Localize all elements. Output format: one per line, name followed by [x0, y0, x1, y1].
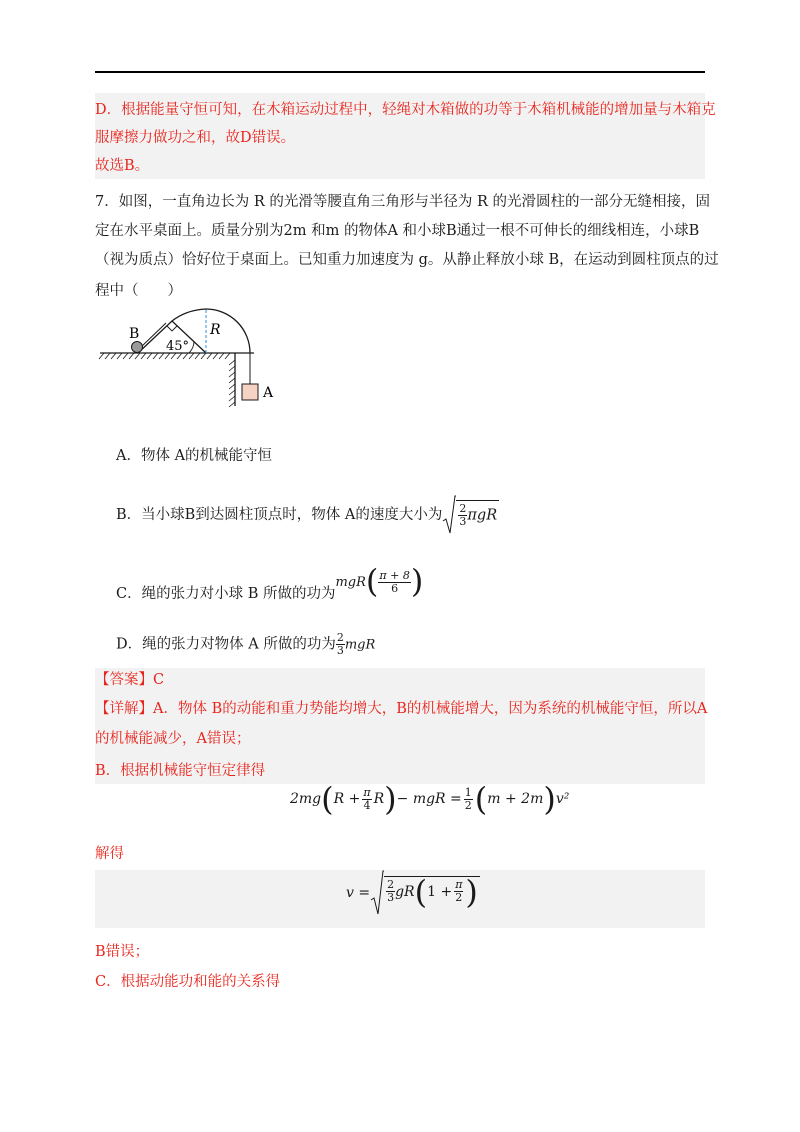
equation-energy: 2mg(R + $\frac{\pi}{4}$ R)− mgR = $\frac{1}{2}$ (m + 2m)v² [290, 780, 570, 818]
label-r: R [210, 322, 221, 338]
question-line-1: 7．如图，一直角边长为 R 的光滑等腰直角三角形与半径为 R 的光滑圆柱的一部分无缝相接，固 [95, 194, 710, 210]
label-angle: 45° [166, 339, 190, 354]
detail-line-2: 的机械能减少，A错误； [95, 731, 251, 747]
question-line-2: 定在水平桌面上。质量分别为2m 和m 的物体A 和小球B通过一根不可伸长的细线相连，小球B [95, 223, 700, 239]
option-c: C．绳的张力对小球 B 所做的功为mgR( $\frac{\pi + 8}{6}$ ) [116, 562, 424, 602]
question-line-4: 程中（ ） [95, 283, 182, 299]
physics-figure [96, 300, 286, 416]
prev-answer-conclusion: 故选B。 [95, 158, 150, 174]
header-rule [95, 71, 705, 73]
label-b: B [129, 326, 140, 342]
label-a: A [263, 385, 274, 401]
option-b-sqrt [442, 495, 456, 535]
equation-velocity: v = $\frac{2}{3}$ gR(1 + $\frac{\pi}{2}$ ) [346, 870, 480, 916]
option-a: A．物体 A的机械能守恒 [116, 448, 273, 464]
ball-b [132, 342, 143, 353]
block-a [242, 384, 258, 400]
prev-answer-line-2: 服摩擦力做功之和，故D错误。 [95, 130, 296, 146]
solve-label: 解得 [95, 846, 124, 862]
option-d: D．绳的张力对物体 A 所做的功为 $\frac{2}{3}$ mgR [116, 631, 376, 657]
option-b: B．当小球B到达圆柱顶点时，物体 A的速度大小为 $\frac{2}{3}$ πgR [116, 495, 499, 535]
question-line-3: （视为质点）恰好位于桌面上。已知重力加速度为 g。从静止释放小球 B，在运动到圆柱顶点的过 [95, 252, 719, 268]
option-d-text: D．绳的张力对物体 A 所做的功为 [116, 636, 336, 653]
option-c-text: C．绳的张力对小球 B 所做的功为 [116, 586, 336, 602]
b-intro: B．根据机械能守恒定律得 [95, 763, 266, 779]
option-b-text: B．当小球B到达圆柱顶点时，物体 A的速度大小为 [116, 507, 443, 523]
detail-line-1: 【详解】A．物体 B的动能和重力势能均增大，B的机械能增大，因为系统的机械能守恒，所以A [95, 701, 708, 717]
answer-label: 【答案】C [95, 672, 165, 688]
c-intro: C．根据动能功和能的关系得 [95, 974, 281, 990]
prev-answer-line-1: D．根据能量守恒可知，在木箱运动过程中，轻绳对木箱做的功等于木箱机械能的增加量与木箱克 [95, 102, 716, 118]
b-wrong: B错误； [95, 944, 150, 960]
